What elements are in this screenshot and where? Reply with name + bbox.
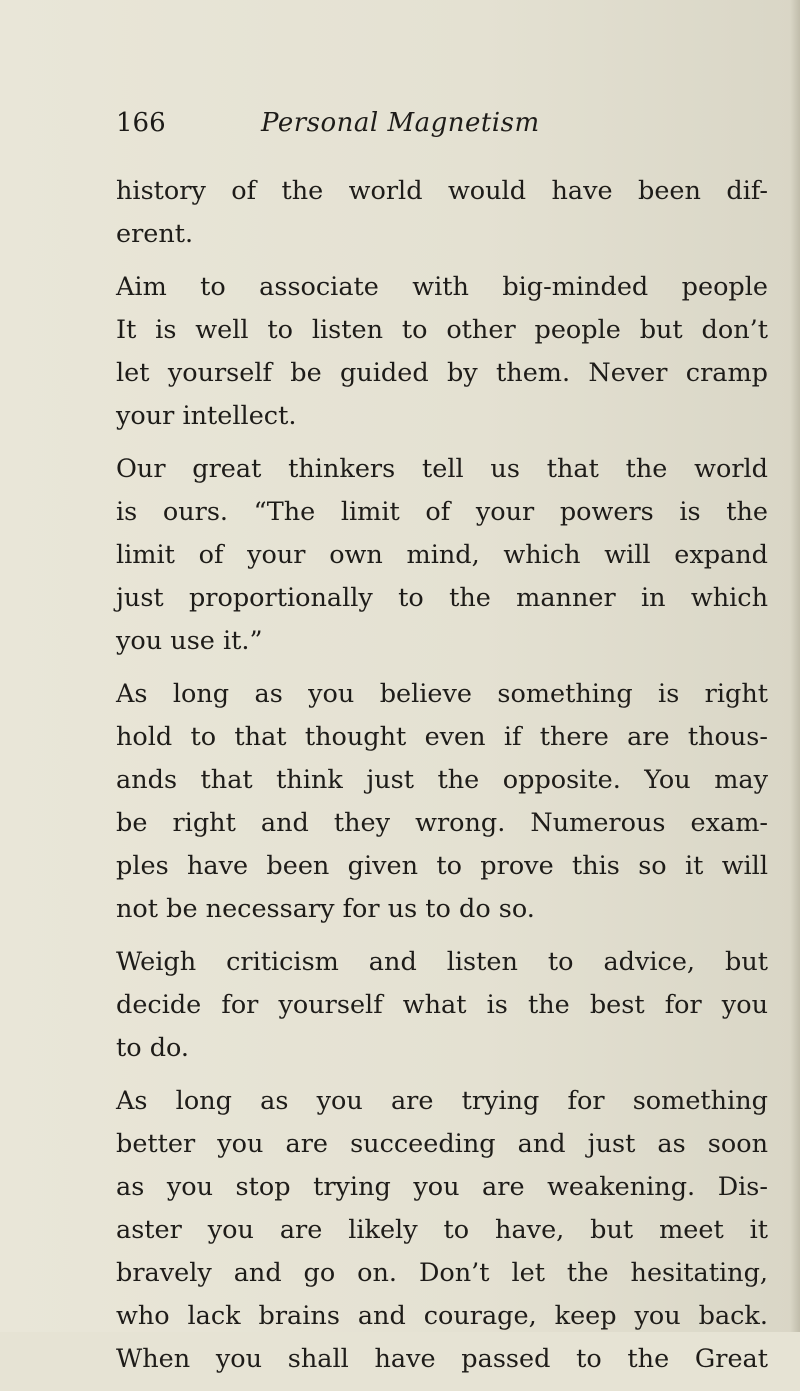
paragraph <box>116 266 768 438</box>
text-line: aster you are likely to have, but meet it <box>116 1215 768 1245</box>
text-line: Our great thinkers tell us that the world <box>116 454 768 484</box>
running-head <box>116 100 756 146</box>
text-line: as you stop trying you are weakening. Dis- <box>116 1172 768 1202</box>
paragraph <box>116 941 768 1070</box>
text-line: just proportionally to the manner in which <box>116 583 768 613</box>
text-line: Weigh criticism and listen to advice, but <box>116 947 768 977</box>
text-line: not be necessary for us to do so. <box>116 894 535 924</box>
text-line: erent. <box>116 219 194 249</box>
text-line: history of the world would have been dif- <box>116 176 768 206</box>
text-line: who lack brains and courage, keep you back. <box>116 1301 768 1331</box>
page-edge-shadow <box>790 0 800 1332</box>
text-line: As long as you believe something is right <box>116 679 768 709</box>
text-line: let yourself be guided by them. Never cramp <box>116 358 768 388</box>
text-line: bravely and go on. Don’t let the hesitating, <box>116 1258 768 1288</box>
text-line: hold to that thought even if there are thous- <box>116 722 768 752</box>
text-line: decide for yourself what is the best for you <box>116 990 768 1020</box>
text-line: When you shall have passed to the Great <box>116 1344 768 1374</box>
text-line: limit of your own mind, which will expand <box>116 540 768 570</box>
text-line: It is well to listen to other people but don’t <box>116 315 768 345</box>
text-line: better you are succeeding and just as soon <box>116 1129 768 1159</box>
text-line: ples have been given to prove this so it will <box>116 851 768 881</box>
text-line: your intellect. <box>116 401 297 431</box>
body-text <box>116 170 768 1391</box>
text-line: be right and they wrong. Numerous exam- <box>116 808 768 838</box>
text-line: you use it.” <box>116 626 263 656</box>
text-line: to do. <box>116 1033 190 1063</box>
paragraph <box>116 448 768 663</box>
paragraph <box>116 1080 768 1381</box>
text-line: ands that think just the opposite. You may <box>116 765 768 795</box>
running-title: Personal Magnetism <box>261 108 540 138</box>
paragraph <box>116 673 768 931</box>
text-line: is ours. “The limit of your powers is the <box>116 497 768 527</box>
text-line: As long as you are trying for something <box>116 1086 768 1116</box>
text-line: Aim to associate with big-minded people <box>116 272 768 302</box>
page-number: 166 <box>116 108 166 138</box>
paragraph <box>116 170 768 256</box>
